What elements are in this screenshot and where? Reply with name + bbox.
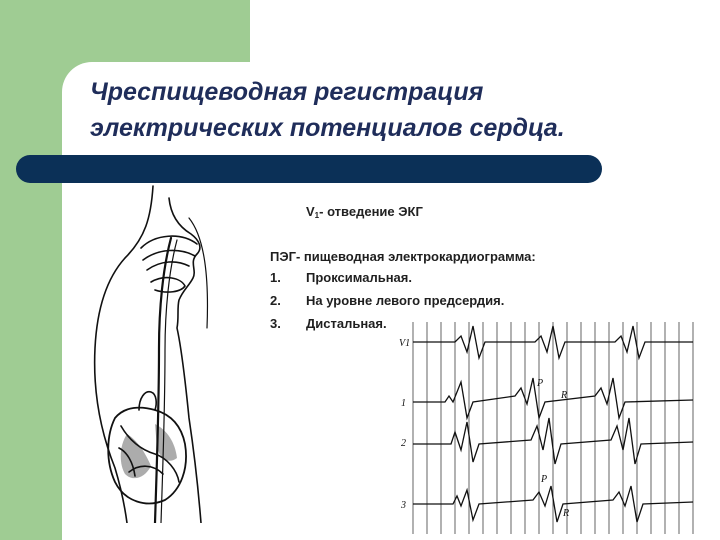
ecg-wave-label: P (537, 378, 544, 389)
ecg-grid (413, 322, 693, 534)
ecg-lead-label: V1 (399, 338, 411, 349)
peg-item-text: На уровне левого предсердия. (306, 293, 505, 308)
ecg-lead-label: 2 (401, 438, 406, 449)
peg-item-number: 2. (270, 293, 281, 308)
ecg-wave-label: R (563, 508, 570, 519)
v1-subscript: 1 (314, 211, 320, 220)
slide-title-line-1: Чреспищеводная регистрация (90, 78, 484, 106)
anatomy-figure (85, 178, 215, 523)
v1-lead-caption (306, 204, 423, 220)
peg-item-number: 3. (270, 316, 281, 331)
peg-list-item (270, 270, 690, 293)
slide-title-line-2: электрических потенциалов сердца. (90, 114, 565, 142)
peg-item-number: 1. (270, 270, 281, 285)
ecg-tracings-figure (395, 322, 695, 534)
peg-title: ПЭГ- пищеводная электрокардиограмма: (270, 249, 536, 264)
ecg-lead-label: 1 (401, 398, 406, 409)
peg-list-item (270, 293, 690, 316)
peg-item-text: Проксимальная. (306, 270, 412, 285)
slide-title (90, 74, 690, 146)
ecg-lead-label: 3 (401, 500, 406, 511)
v1-prefix: V (306, 204, 315, 219)
v1-suffix: - отведение ЭКГ (319, 204, 423, 219)
ecg-wave-label: R (561, 390, 568, 401)
peg-item-text: Дистальная. (306, 316, 387, 331)
ecg-wave-label: P (541, 474, 548, 485)
